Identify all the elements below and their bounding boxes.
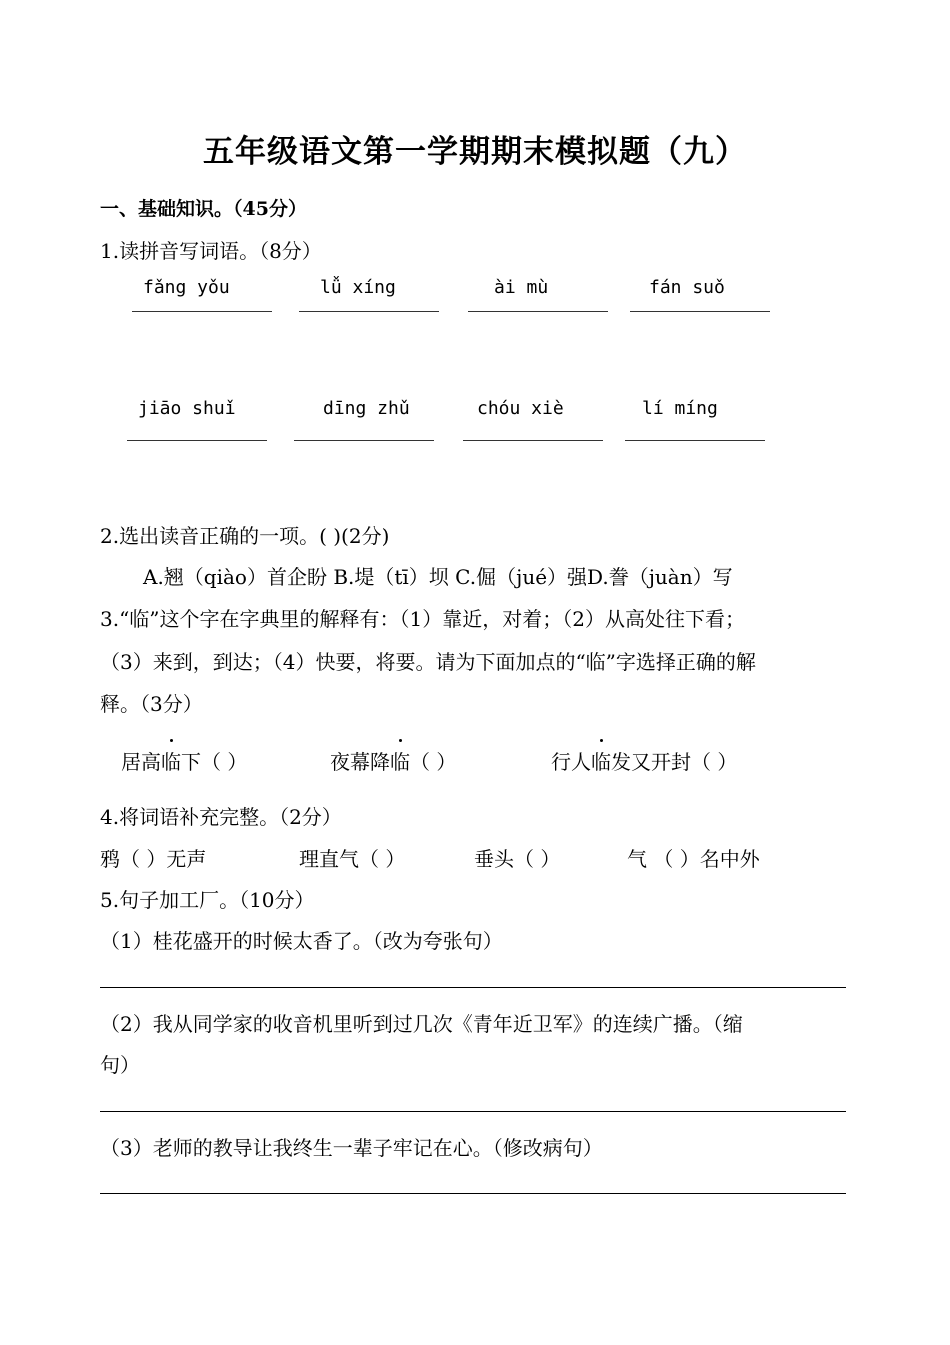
fill-blank[interactable]: 鸦（ ）无声	[100, 847, 207, 871]
writing-line[interactable]	[100, 1193, 846, 1194]
writing-line[interactable]	[100, 1111, 846, 1112]
pinyin-label: fán suǒ	[649, 277, 725, 298]
answer-line[interactable]	[630, 311, 770, 312]
question-2: 2.选出读音正确的一项。( )(2分)	[100, 524, 390, 548]
dotted-character: 临	[390, 746, 410, 775]
answer-line[interactable]	[294, 440, 434, 441]
pinyin-label: ài mù	[494, 277, 549, 298]
question-5: 5.句子加工厂。（10分）	[100, 888, 315, 912]
sentence-task: 句）	[100, 1053, 140, 1077]
writing-line[interactable]	[100, 987, 846, 988]
pinyin-label: lí míng	[642, 398, 718, 419]
answer-line[interactable]	[127, 440, 267, 441]
sentence-task: （3）老师的教导让我终生一辈子牢记在心。（修改病句）	[100, 1136, 603, 1160]
dotted-character: 临	[161, 746, 181, 775]
pinyin-label: chóu xiè	[477, 398, 564, 419]
question-4: 4.将词语补充完整。（2分）	[100, 805, 342, 829]
sentence-task: （2）我从同学家的收音机里听到过几次《青年近卫军》的连续广播。（缩	[100, 1012, 743, 1036]
fill-blank[interactable]: 气 （ ）名中外	[627, 847, 760, 871]
pinyin-label: lǚ xíng	[320, 277, 396, 298]
dotted-character: 临	[591, 746, 611, 775]
q3-item: 行人临发又开封（ ）	[551, 746, 737, 775]
pinyin-label: fǎng yǒu	[143, 277, 230, 298]
sentence-task: （1）桂花盛开的时候太香了。（改为夸张句）	[100, 929, 503, 953]
answer-line[interactable]	[625, 440, 765, 441]
fill-blank[interactable]: 理直气（ ）	[299, 847, 406, 871]
q3-item: 夜幕降临（ ）	[330, 746, 456, 775]
question-3-line: 释。（3分）	[100, 692, 203, 716]
question-3-line: 3.“临”这个字在字典里的解释有：（1）靠近，对着；（2）从高处往下看；	[100, 607, 745, 631]
answer-line[interactable]	[132, 311, 272, 312]
pinyin-label: dīng zhǔ	[323, 398, 410, 419]
answer-line[interactable]	[463, 440, 603, 441]
question-2-options: A.翘（qiào）首企盼 B.堤（tī）坝 C.倔（jué）强D.誊（juàn）写	[143, 565, 733, 589]
q3-item: 居高临下（ ）	[121, 746, 247, 775]
page-title: 五年级语文第一学期期末模拟题（九）	[203, 134, 747, 170]
question-1: 1.读拼音写词语。（8分）	[100, 239, 322, 263]
question-3-line: （3）来到，到达；（4）快要，将要。请为下面加点的“临”字选择正确的解	[100, 650, 756, 674]
section-heading: 一、基础知识。（45分）	[100, 198, 307, 220]
answer-line[interactable]	[468, 311, 608, 312]
pinyin-label: jiāo shuǐ	[138, 398, 236, 419]
fill-blank[interactable]: 垂头（ ）	[474, 847, 561, 871]
answer-line[interactable]	[299, 311, 439, 312]
